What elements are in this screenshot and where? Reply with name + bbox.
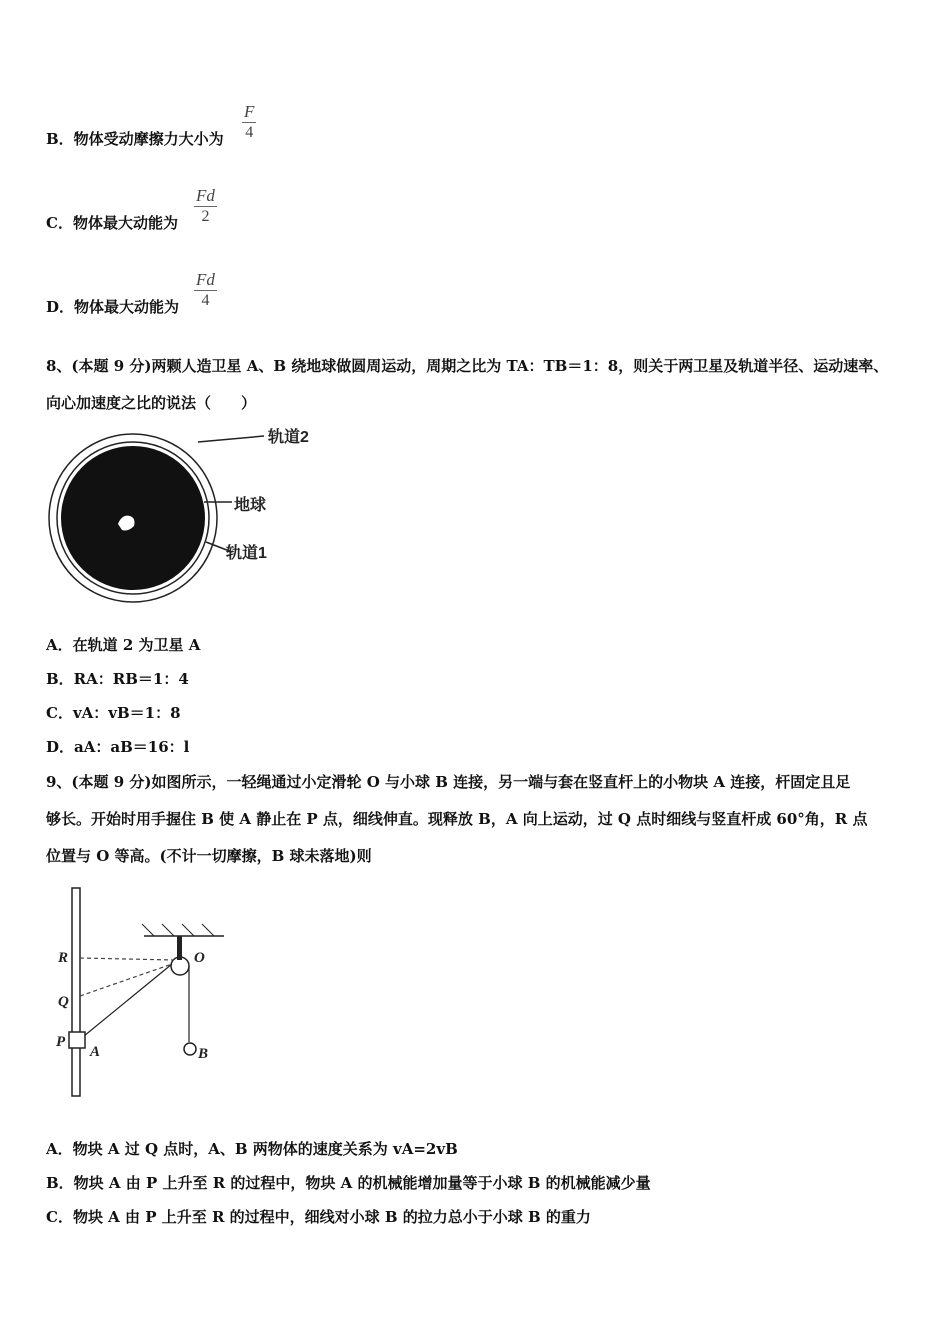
vertical-rod: [72, 888, 80, 1096]
ball-b-icon: [184, 1043, 196, 1055]
label-p: P: [56, 1034, 66, 1050]
q7-option-c-fraction: [194, 186, 217, 227]
fraction-denominator: 4: [245, 124, 254, 141]
q8-stem-line2: 向心加速度之比的说法（ ）: [46, 394, 257, 412]
q7-option-b: [46, 128, 224, 149]
label-orbit2: 轨道2: [268, 429, 309, 446]
dashed-line-q: [80, 964, 172, 996]
label-r: R: [58, 950, 69, 966]
label-earth: 地球: [234, 497, 267, 514]
q7-option-b-label: B．物体受动摩擦力大小为: [46, 130, 224, 148]
q7-option-c-label: C．物体最大动能为: [46, 214, 178, 232]
q7-option-c: [46, 212, 178, 233]
label-orbit1: 轨道1: [226, 545, 267, 562]
orbit-diagram: [46, 420, 346, 620]
q8-option-b: B．RA：RB＝1：4: [46, 670, 189, 688]
label-o: O: [194, 950, 205, 966]
q9-stem-line3: 位置与 O 等高。(不计一切摩擦，B 球未落地)则: [46, 847, 372, 865]
q7-option-d-label: D．物体最大动能为: [46, 298, 180, 316]
q9-stem-line1: 9、(本题 9 分)如图所示，一轻绳通过小定滑轮 O 与小球 B 连接，另一端与套在竖直杆上的小物块 A 连接，杆固定且足: [46, 773, 851, 791]
q9-option-a: A．物块 A 过 Q 点时，A、B 两物体的速度关系为 vA=2vB: [46, 1140, 458, 1158]
fraction-numerator: F: [244, 102, 255, 121]
q8-option-c: C．vA：vB＝1：8: [46, 704, 181, 722]
fraction-denominator: 2: [201, 208, 210, 225]
q7-option-d-fraction: [194, 270, 217, 311]
q7-option-b-fraction: [242, 102, 256, 143]
q9-stem-line2: 够长。开始时用手握住 B 使 A 静止在 P 点，细线伸直。现释放 B，A 向上运动，过 Q 点时细线与竖直杆成 60°角，R 点: [46, 810, 868, 828]
fraction-numerator: Fd: [196, 270, 215, 289]
label-b: B: [198, 1046, 209, 1062]
q7-option-d: [46, 296, 179, 317]
q8-option-a: A．在轨道 2 为卫星 A: [46, 636, 201, 654]
fraction-numerator: Fd: [196, 186, 215, 205]
dashed-line-r: [80, 958, 174, 960]
label-a: A: [90, 1044, 101, 1060]
q8-option-d: D．aA：aB＝16：l: [46, 738, 190, 756]
block-a-icon: [69, 1032, 85, 1048]
fraction-denominator: 4: [201, 292, 210, 309]
q9-option-b: B．物块 A 由 P 上升至 R 的过程中，物块 A 的机械能增加量等于小球 B 的机械能减少量: [46, 1174, 651, 1192]
pulley-diagram: [50, 880, 250, 1105]
q9-option-c: C．物块 A 由 P 上升至 R 的过程中，细线对小球 B 的拉力总小于小球 B 的重力: [46, 1208, 591, 1226]
label-q: Q: [58, 994, 69, 1010]
q8-stem-line1: 8、(本题 9 分)两颗人造卫星 A、B 绕地球做圆周运动，周期之比为 TA：TB＝1：8，则关于两卫星及轨道半径、运动速率、: [46, 357, 889, 375]
